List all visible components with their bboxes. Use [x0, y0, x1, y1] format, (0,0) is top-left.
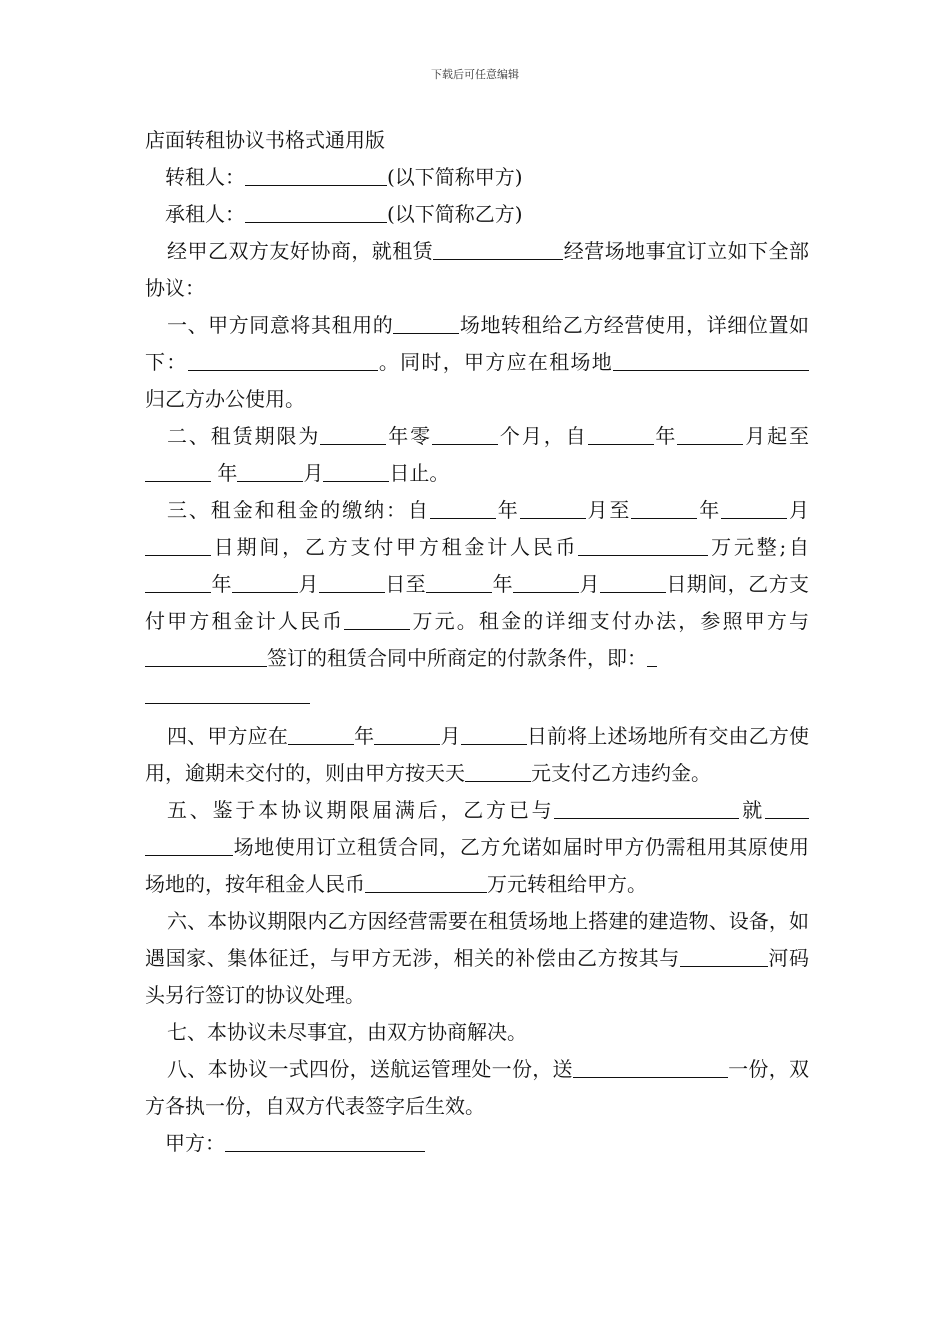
clause-4: [145, 718, 809, 792]
blank[interactable]: [145, 647, 267, 667]
text-run: 月: [440, 724, 461, 748]
blank[interactable]: [145, 462, 211, 482]
text-run: 万元整;自: [708, 535, 810, 559]
blank[interactable]: [237, 462, 303, 482]
text-run: 归乙方办公使用。: [145, 387, 305, 411]
lessor-blank[interactable]: [245, 166, 387, 186]
lessor-line: [145, 159, 809, 196]
text-run: 年零: [386, 424, 433, 448]
clause-5: [145, 792, 809, 903]
page-header: 下载后可任意编辑: [431, 68, 519, 81]
document-title: 店面转租协议书格式通用版: [145, 128, 385, 152]
text-run: 年: [211, 461, 238, 485]
text-run: 元支付乙方违约金。: [531, 761, 711, 785]
text-run: 三、租金和租金的缴纳：自: [167, 498, 430, 522]
text-run: 日期间，乙方支付甲方租金计人民币: [145, 572, 810, 633]
text-run: 日期间，乙方支付甲方租金计人民币: [211, 535, 579, 559]
blank[interactable]: [711, 351, 809, 371]
blank[interactable]: [433, 240, 563, 260]
blank[interactable]: [588, 425, 654, 445]
text-run: 月起至: [743, 424, 810, 448]
text-run: 月至: [585, 498, 632, 522]
blank[interactable]: [430, 499, 496, 519]
text-run: 万元转租给甲方。: [487, 872, 647, 896]
blank[interactable]: [432, 425, 498, 445]
text-run: 月: [297, 572, 319, 596]
lessee-line: [145, 196, 809, 233]
blank[interactable]: [647, 647, 657, 667]
blank[interactable]: [145, 684, 310, 704]
text-run: 年: [211, 572, 232, 596]
text-run: 五、鉴于本协议期限届满后，乙方已与: [167, 798, 555, 822]
blank[interactable]: [145, 536, 211, 556]
text-run: 八、本协议一式四份，送航运管理处一份，送: [167, 1057, 573, 1081]
blank[interactable]: [613, 351, 711, 371]
clause-1: [145, 307, 809, 418]
text-run: 一份，双方各执一份，自双方代表签字后生效。: [145, 1057, 810, 1118]
blank[interactable]: [578, 536, 708, 556]
text-run: 一、甲方同意将其租用的: [167, 313, 394, 337]
text-run: 。同时，甲方应在租场地: [377, 350, 614, 374]
clause-3: [145, 492, 809, 714]
party-a-signature-line: [145, 1125, 809, 1162]
blank[interactable]: [344, 610, 410, 630]
text-run: 日前将上述场地所有交由乙方使用，逾期未交付的，则由甲方按天天: [145, 724, 810, 785]
lessee-suffix: (以下简称乙方): [387, 202, 523, 226]
blank[interactable]: [721, 499, 787, 519]
text-run: 年: [495, 498, 520, 522]
text-run: 年: [697, 498, 722, 522]
blank[interactable]: [145, 573, 211, 593]
blank[interactable]: [513, 573, 579, 593]
text-run: 场地转租给乙方经营使用，详细位置如下：: [145, 313, 810, 374]
lessor-suffix: (以下简称甲方): [387, 165, 523, 189]
blank[interactable]: [554, 799, 739, 819]
text-run: 二、租赁期限为: [167, 424, 321, 448]
text-run: 年: [492, 572, 514, 596]
blank[interactable]: [573, 1058, 728, 1078]
blank[interactable]: [677, 425, 743, 445]
blank[interactable]: [600, 573, 666, 593]
blank[interactable]: [323, 462, 389, 482]
text-run: 经甲乙双方友好协商，就租赁: [167, 239, 434, 263]
blank[interactable]: [426, 573, 492, 593]
text-run: 场地使用订立租赁合同，乙方允诺如届时甲方仍需租用其原使用场地的，按年租金人民币: [145, 835, 809, 896]
text-run: 年: [354, 724, 375, 748]
blank[interactable]: [465, 762, 531, 782]
blank[interactable]: [319, 573, 385, 593]
blank[interactable]: [188, 351, 378, 371]
text-run: 日止。: [389, 461, 450, 485]
clause-2: [145, 418, 809, 492]
blank[interactable]: [365, 873, 487, 893]
party-a-label: 甲方：: [165, 1131, 225, 1155]
clause-8: [145, 1051, 809, 1125]
blank[interactable]: [288, 725, 354, 745]
text-run: 六、本协议期限内乙方因经营需要在租赁场地上搭建的建造物、设备，如遇国家、集体征迁，与甲方无涉，相关的补偿由乙方按其与: [145, 909, 809, 970]
text-run: 日至: [384, 572, 427, 596]
party-a-signature-blank[interactable]: [225, 1132, 425, 1152]
lessee-label: 承租人：: [165, 202, 245, 226]
lessor-label: 转租人：: [165, 165, 245, 189]
blank[interactable]: [461, 725, 527, 745]
document-body: [145, 122, 809, 1162]
blank[interactable]: [320, 425, 386, 445]
lessee-blank[interactable]: [245, 203, 387, 223]
blank[interactable]: [765, 799, 809, 819]
blank[interactable]: [393, 314, 459, 334]
text-run: 就: [739, 798, 766, 822]
text-run: 经营场地事宜订立如下全部协议：: [145, 239, 810, 300]
text-run: 个月，自: [498, 424, 588, 448]
text-run: 月: [787, 498, 810, 522]
text-run: 月: [303, 461, 324, 485]
blank[interactable]: [145, 836, 233, 856]
text-run: 万元。租金的详细支付办法，参照甲方与: [410, 609, 810, 633]
text-run: 四、甲方应在: [167, 724, 288, 748]
clause-7: 七、本协议未尽事宜，由双方协商解决。: [167, 1020, 527, 1044]
intro-paragraph: [145, 233, 809, 307]
text-run: 签订的租赁合同中所商定的付款条件，即：: [267, 646, 647, 670]
blank[interactable]: [232, 573, 298, 593]
text-run: 河码头另行签订的协议处理。: [145, 946, 810, 1007]
text-run: 年: [653, 424, 678, 448]
text-run: 月: [579, 572, 600, 596]
blank[interactable]: [374, 725, 440, 745]
blank[interactable]: [631, 499, 697, 519]
clause-6: [145, 903, 809, 1014]
blank[interactable]: [520, 499, 586, 519]
blank[interactable]: [680, 947, 768, 967]
